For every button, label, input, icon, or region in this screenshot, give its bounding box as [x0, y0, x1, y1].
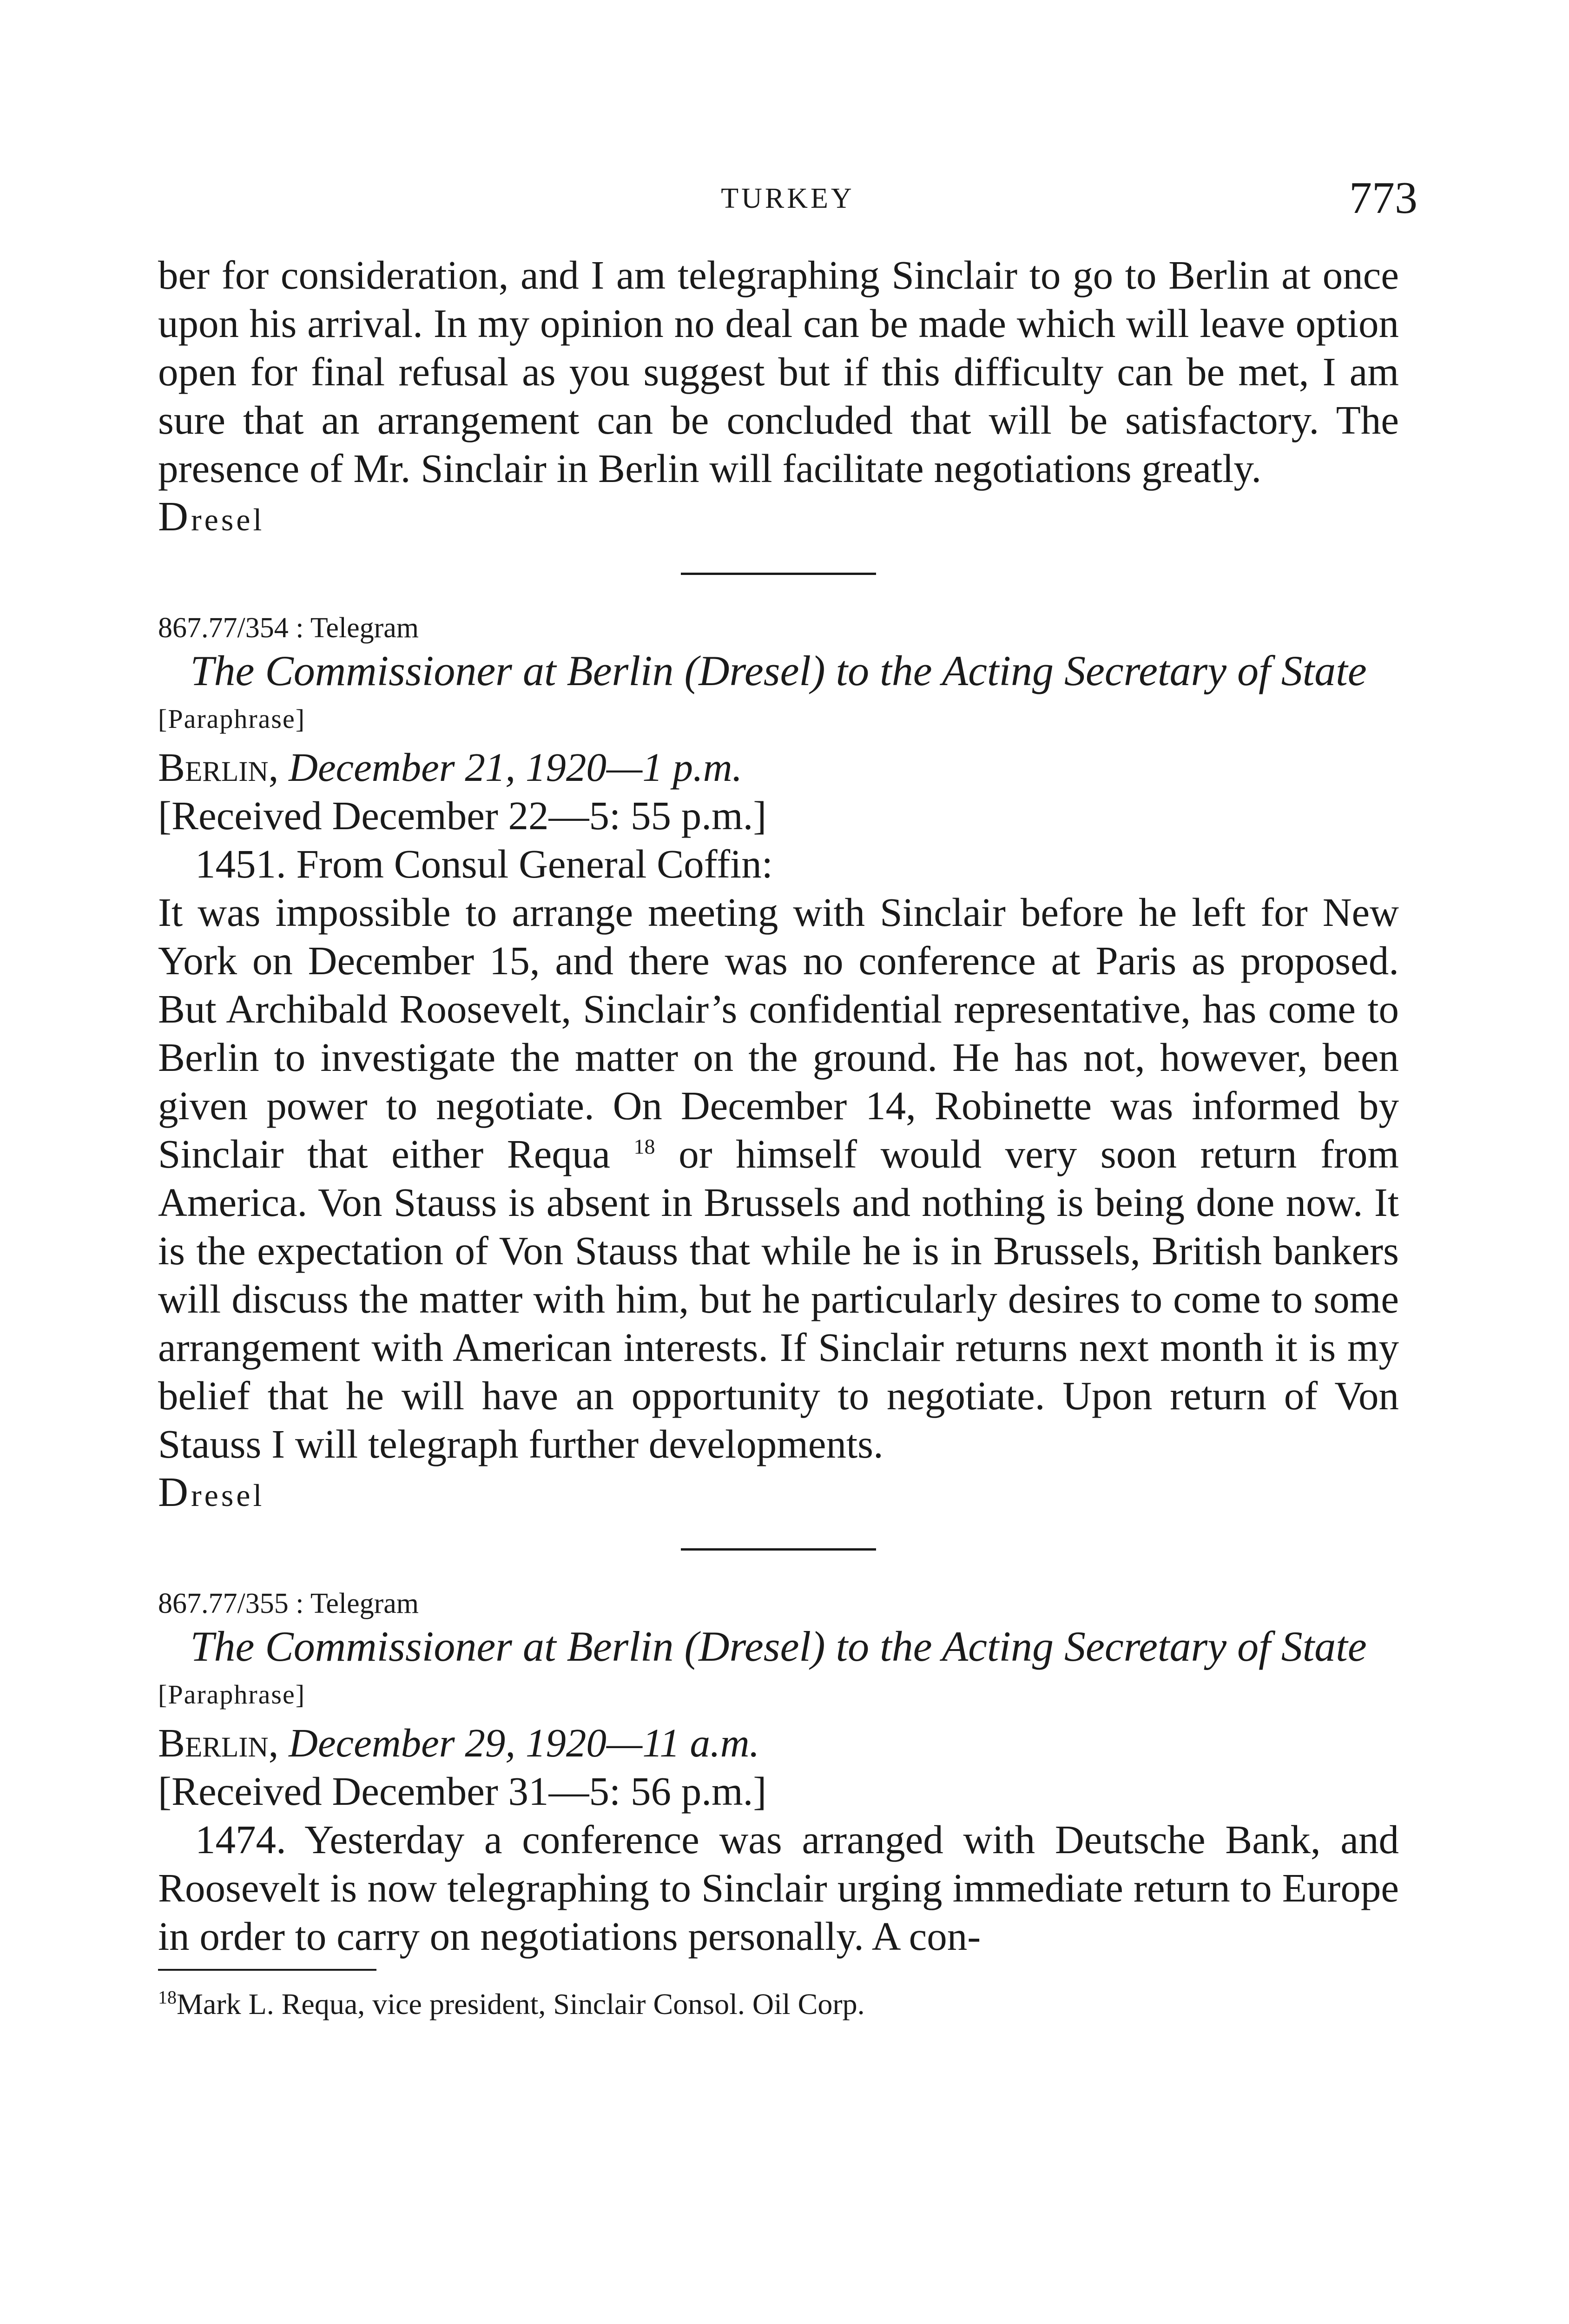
doc2-place: Berlin,	[158, 745, 279, 790]
footnote-text: Mark L. Requa, vice president, Sinclair Consol. Oil Corp.	[177, 1987, 865, 2020]
doc2-paraphrase-label: [Paraphrase]	[158, 704, 306, 734]
page-body	[158, 251, 1399, 2024]
doc2-paragraph-2	[158, 888, 1399, 1468]
doc2-received: [Received December 22—5: 55 p.m.]	[158, 793, 767, 838]
page-number: 773	[1349, 173, 1417, 223]
footnote-divider	[158, 1969, 376, 1971]
doc3-paraphrase-label: [Paraphrase]	[158, 1679, 306, 1710]
doc3-received: [Received December 31—5: 56 p.m.]	[158, 1769, 767, 1814]
doc2-paragraph-2-part-b: or himself would very soon return from America. Von Stauss is absent in Brussels and nothing is being done now. It is the expectation of Von Stauss that while he is in Brussels, British bankers will discuss the matter with him, but he particularly desires to come to some arrangement with American interests. If Sinclair returns next month it is my belief that he will have an opportunity to negotiate. Upon return of Von Stauss I will telegraph further developments.	[158, 1131, 1399, 1466]
footnote-number: 18	[158, 1987, 177, 2008]
doc3-title: The Commissioner at Berlin (Dresel) to the Acting Secretary of State	[190, 1623, 1367, 1670]
doc3-date: December 29, 1920—11 a.m.	[289, 1720, 760, 1765]
section-divider	[681, 573, 876, 575]
footnote-reference: 18	[633, 1135, 655, 1158]
doc2-paragraph-2-part-a: It was impossible to arrange meeting with Sinclair before he left for New York on December 15, and there was no conference at Paris as proposed. But Archibald Roosevelt, Sinclair’s confidential representative, has come to Berlin to investigate the matter on the ground. He has not, however, been given power to negotiate. On December 14, Robinette was informed by Sinclair that either Requa	[158, 890, 1399, 1176]
doc2-file-number: 867.77/354 : Telegram	[158, 612, 419, 644]
doc1-signature: Dresel	[158, 494, 265, 540]
doc3-dateline	[158, 1719, 1399, 1767]
doc3-file-number: 867.77/355 : Telegram	[158, 1588, 419, 1619]
doc3-paragraph-1: 1474. Yesterday a conference was arranged with Deutsche Bank, and Roosevelt is now telegraphing to Sinclair urging immediate return to Europe in order to carry on negotiations personally. A con-	[158, 1817, 1399, 1959]
doc2-dateline	[158, 743, 1399, 792]
doc2-paragraph-1: 1451. From Consul General Coffin:	[195, 841, 773, 886]
doc3-place: Berlin,	[158, 1720, 279, 1765]
footnote	[158, 1985, 1399, 2024]
section-divider	[681, 1548, 876, 1551]
doc2-signature: Dresel	[158, 1469, 265, 1515]
page-header	[158, 172, 1417, 232]
doc2-date: December 21, 1920—1 p.m.	[289, 745, 743, 790]
doc1-paragraph: ber for consideration, and I am telegraphing Sinclair to go to Berlin at once upon his arrival. In my opinion no deal can be made which will leave option open for final refusal as you suggest but if this difficulty can be met, I am sure that an arrangement can be concluded that will be satisfactory. The presence of Mr. Sinclair in Berlin will facilitate negotiations greatly.	[158, 252, 1399, 491]
running-head: TURKEY	[721, 183, 855, 214]
doc2-title: The Commissioner at Berlin (Dresel) to the Acting Secretary of State	[190, 647, 1367, 694]
